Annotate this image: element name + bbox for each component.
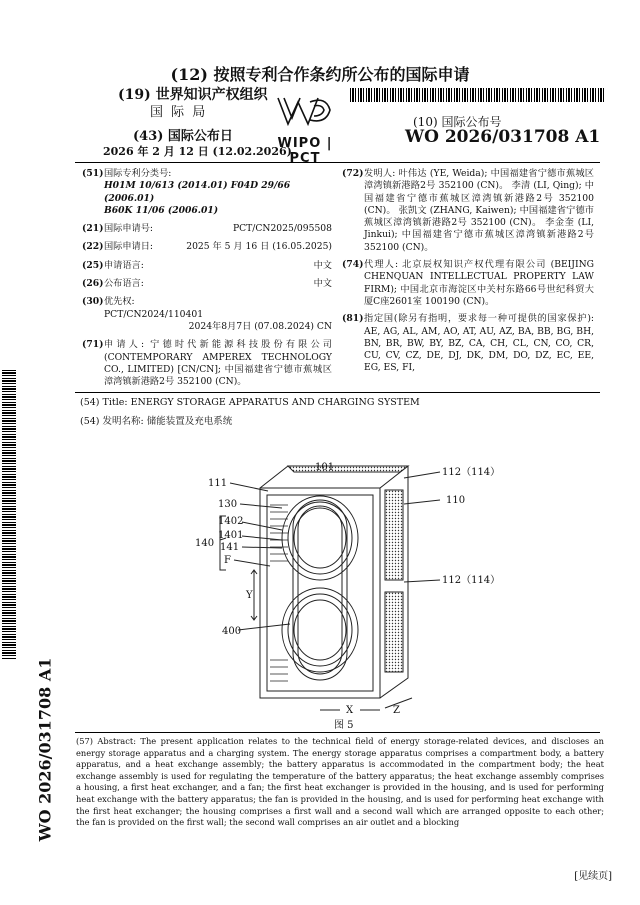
figure-5-drawing (190, 460, 610, 718)
right-bibliographic-column (342, 168, 594, 374)
publication-number: WO 2026/031708 A1 (405, 127, 601, 147)
continued-marker: [见续页] (574, 871, 612, 882)
label-140: 140 (195, 538, 215, 549)
left-bibliographic-column (82, 168, 332, 388)
label-130: 130 (218, 499, 238, 510)
label-Y: Y (246, 590, 253, 601)
field-25: (25)申请语言: 中文 (82, 259, 332, 271)
side-publication-number: WO 2026/031708 A1 (35, 657, 55, 842)
priority-number: PCT/CN2024/110401 (104, 308, 204, 320)
label-112-mid: 112（114） (442, 575, 501, 586)
label-111: 111 (208, 478, 228, 489)
wipo-logo (264, 90, 346, 166)
label-110: 110 (446, 495, 466, 506)
priority-date: 2024年8月7日 (07.08.2024) CN (188, 320, 332, 332)
abstract-divider (75, 732, 600, 733)
organization-bureau: 国 际 局 (150, 105, 208, 120)
field-72: (72) 发明人: 叶伟达 (YE, Weida); 中国福建省宁德市蕉城区漳湾镇新港路2号 352100 (CN)。 李清 (LI, Qing); 中国福建省宁德市蕉城区漳湾镇新港路2号 352100 (CN)。 张凯文 (ZHANG, Kaiwen); 中国福建省宁德市蕉城区漳湾镇新港路2号 352100 (CN)。 李金奎 (LI, Jinkui); 中国福建省宁德市蕉城区漳湾镇新港路2号 352100 (CN)。 (342, 168, 594, 253)
publication-date-value: 2026 年 2 月 12 日 (12.02.2026) (103, 145, 292, 158)
label-F: F (224, 555, 231, 566)
field-74: (74) 代理人: 北京辰权知识产权代理有限公司 (BEIJING CHENQUAN INTELLECTUAL PROPERTY LAW FIRM); 中国北京市海淀区中关村东路66号世纪科贸大厦C座2601室 100190 (CN)。 (342, 259, 594, 307)
field-21: (21)国际申请号: PCT/CN2025/095508 (82, 223, 332, 235)
title-english: (54) Title: ENERGY STORAGE APPARATUS AND CHARGING SYSTEM (80, 397, 420, 408)
ipc-line-1: H01M 10/613 (2014.01) F04D 29/66 (2006.01) (104, 180, 291, 204)
field-26: (26)公布语言: 中文 (82, 278, 332, 290)
publication-date-label: (43) 国际公布日 (133, 129, 233, 144)
title-divider (75, 392, 600, 393)
label-X: X (346, 705, 354, 716)
label-400: 400 (222, 626, 242, 637)
label-1401: 1401 (218, 530, 244, 541)
wipo-emblem-icon (270, 90, 340, 132)
document-title: (12) 按照专利合作条约所公布的国际申请 (170, 65, 470, 84)
ipc-line-2: B60K 11/06 (2006.01) (104, 204, 219, 216)
wipo-logo-text: WIPO | PCT (277, 136, 333, 166)
figure-caption: 图 5 (334, 720, 354, 731)
field-51: (51)国际专利分类号: (82, 168, 172, 179)
label-1402: 1402 (218, 516, 244, 527)
label-141: 141 (220, 542, 240, 553)
abstract-text: (57) Abstract: The present application relates to the technical field of energy storage-related devices, and discloses an energy storage apparatus and a charging system. The energy storage apparatus comprises a compartment body, a battery apparatus, and a heat exchange assembly; the battery apparatus is accommodated in the compartment body; the heat exchange assembly is used for regulating the temperature of the battery apparatus; the heat exchange assembly comprises a housing, a first heat exchanger, and a fan; the first heat exchanger is provided in the housing, and is used for performing heat exchange with the battery apparatus; the fan is provided in the housing, and is used for performing heat exchange with the first heat exchanger; the housing comprises a first wall and a second wall which are arranged opposite to each other; the fan is provided on the first wall; the second wall comprises an air outlet and a blocking (76, 736, 604, 828)
publication-number-label: (10) 国际公布号 (413, 115, 502, 129)
label-112-top: 112（114） (442, 467, 501, 478)
barcode-side (2, 370, 16, 660)
header-divider (75, 162, 600, 163)
organization-name: (19) 世界知识产权组织 (118, 87, 268, 103)
field-22: (22)国际申请日: 2025 年 5 月 16 日 (16.05.2025) (82, 241, 332, 253)
barcode-top (350, 88, 605, 102)
field-81: (81) 指定国(除另有指明，要求每一种可提供的国家保护): AE, AG, AL, AM, AO, AT, AU, AZ, BA, BB, BG, BH, BN, BR, BW, BY, BZ, CA, CH, CL, CN, CO, CR, CU, CV, CZ, DE, DJ, DK, DM, DO, DZ, EC, EE, EG, ES, FI, (342, 313, 594, 374)
field-30: (30)优先权: (82, 296, 135, 308)
label-101: 101 (315, 462, 335, 473)
title-chinese: (54) 发明名称: 储能装置及充电系统 (80, 416, 233, 427)
label-Z: Z (393, 705, 400, 716)
field-71: (71) 申请人: 宁德时代新能源科技股份有限公司 (CONTEMPORARY AMPEREX TECHNOLOGY CO., LIMITED) [CN/CN]; 中国福建省宁德市蕉城区漳湾镇新港路2号 352100 (CN)。 (82, 339, 332, 388)
